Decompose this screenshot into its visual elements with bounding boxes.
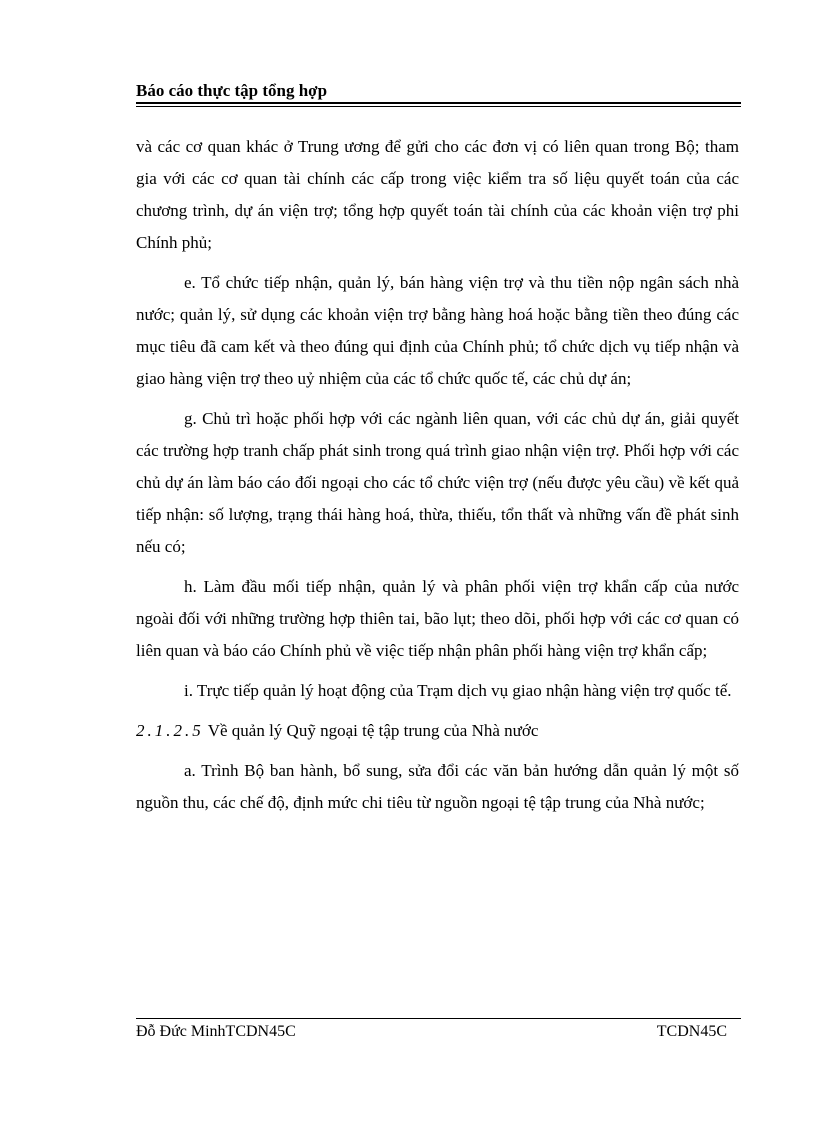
footer-class-code: TCDN45C	[656, 1023, 727, 1040]
section-title: Về quản lý Quỹ ngoại tệ tập trung của Nhà nước	[207, 721, 539, 740]
page-header	[136, 80, 741, 102]
paragraph-e: e. Tổ chức tiếp nhận, quản lý, bán hàng viện trợ và thu tiền nộp ngân sách nhà nước; quản lý, sử dụng các khoản viện trợ bằng hàng hoá hoặc bằng tiền theo đúng các mục tiêu đã cam kết và theo đúng qui định của Chính phủ; tổ chức dịch vụ tiếp nhận và giao hàng viện trợ theo uỷ nhiệm của các tổ chức quốc tế, các chủ dự án;	[136, 273, 739, 388]
section-number: 2.1.2.5	[136, 721, 204, 740]
paragraph-h: h. Làm đầu mối tiếp nhận, quản lý và phân phối viện trợ khẩn cấp của nước ngoài đối với những trường hợp thiên tai, bão lụt; theo dõi, phối hợp với các cơ quan có liên quan và báo cáo Chính phủ về việc tiếp nhận phân phối hàng viện trợ khẩn cấp;	[136, 577, 739, 660]
paragraph-g: g. Chủ trì hoặc phối hợp với các ngành liên quan, với các chủ dự án, giải quyết các trường hợp tranh chấp phát sinh trong quá trình giao nhận viện trợ. Phối hợp với các chủ dự án làm báo cáo đối ngoại cho các tổ chức viện trợ (nếu được yêu cầu) về kết quả tiếp nhận: số lượng, trạng thái hàng hoá, thừa, thiếu, tổn thất và những vấn đề phát sinh nếu có;	[136, 409, 739, 556]
section-heading	[136, 715, 739, 747]
footer-rule	[136, 1018, 741, 1019]
header-rule-thick	[136, 102, 741, 104]
header-rule-thin	[136, 106, 741, 107]
footer-row	[136, 1023, 741, 1047]
header-title: Báo cáo thực tập tổng hợp	[136, 81, 328, 100]
paragraph-a: a. Trình Bộ ban hành, bổ sung, sửa đổi các văn bản hướng dẫn quản lý một số nguồn thu, các chế độ, định mức chi tiêu từ nguồn ngoại tệ tập trung của Nhà nước;	[136, 761, 739, 812]
page-footer	[136, 1018, 741, 1047]
paragraph-i: i. Trực tiếp quản lý hoạt động của Trạm dịch vụ giao nhận hàng viện trợ quốc tế.	[184, 681, 732, 700]
page-content	[136, 131, 739, 827]
paragraph-continuation: và các cơ quan khác ở Trung ương để gửi cho các đơn vị có liên quan trong Bộ; tham gia với các cơ quan tài chính các cấp trong việc kiểm tra số liệu quyết toán của các chương trình, dự án viện trợ; tổng hợp quyết toán tài chính của các khoản viện trợ phi Chính phủ;	[136, 137, 739, 252]
footer-author: Đỗ Đức MinhTCDN45C	[136, 1023, 296, 1040]
